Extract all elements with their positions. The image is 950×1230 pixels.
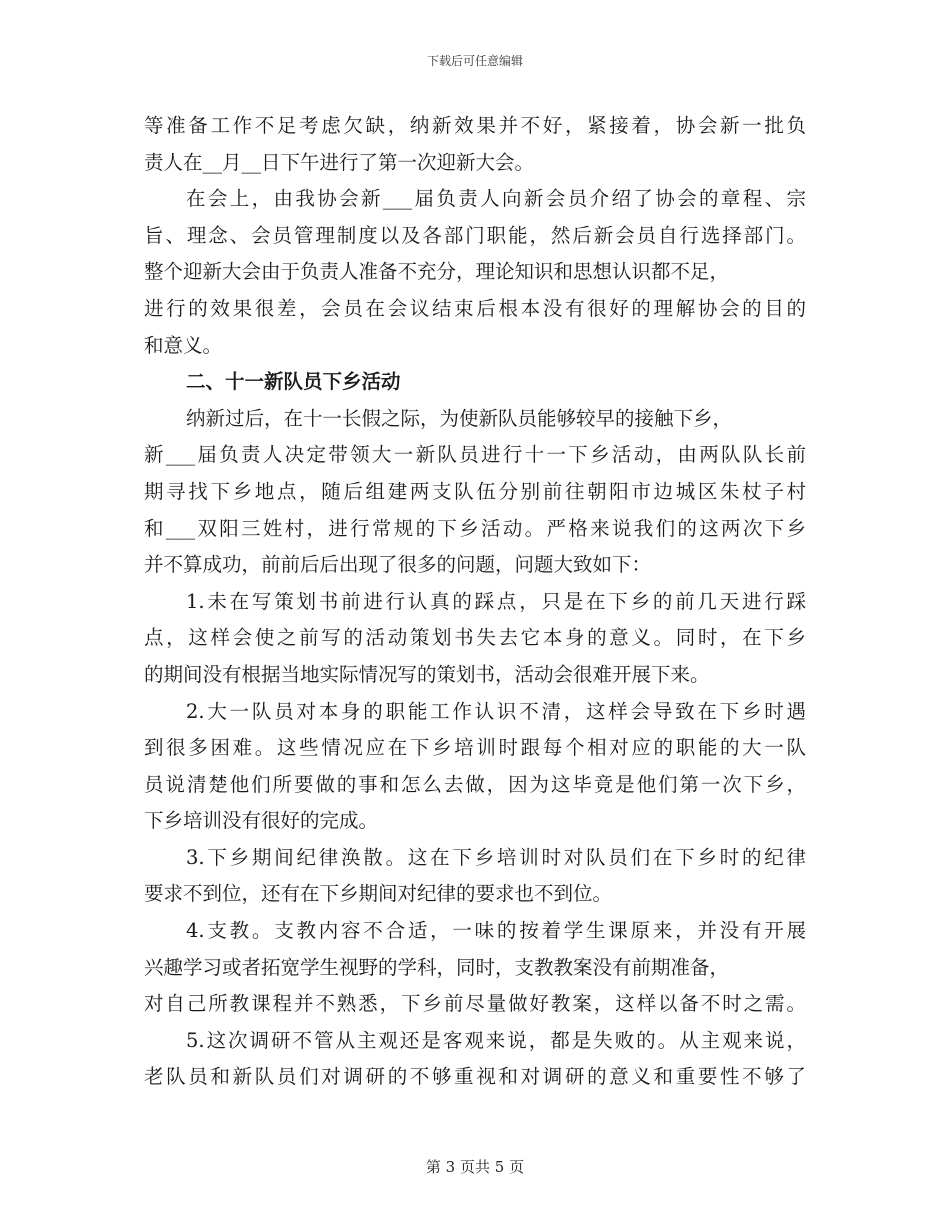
text-line: 等准备工作不足考虑欠缺，纳新效果并不好，紧接着，协会新一批负 xyxy=(144,114,806,137)
text-line: 责人在__月__日下午进行了第一次迎新大会。 xyxy=(144,150,535,174)
text-line: 要求不到位，还有在下乡期间对纪律的要求也不到位。 xyxy=(144,882,613,906)
section-heading: 二、十一新队员下乡活动 xyxy=(186,370,401,394)
page-header: 下载后可任意编辑 xyxy=(426,54,523,68)
text-line: 3.下乡期间纪律涣散。这在下乡培训时对队员们在下乡时的纪律 xyxy=(186,845,806,869)
text-line: 5.这次调研不管从主观还是客观来说，都是失败的。从主观来说， xyxy=(186,1028,806,1052)
text-line: 4.支教。支教内容不合适，一味的按着学生课原来，并没有开展 xyxy=(186,919,806,943)
text-line: 并不算成功，前前后后出现了很多的问题，问题大致如下： xyxy=(144,553,652,577)
text-line: 和意义。 xyxy=(144,333,223,357)
text-line: 兴趣学习或者拓宽学生视野的学科，同时，支教教案没有前期准备， xyxy=(144,955,730,979)
text-line: 老队员和新队员们对调研的不够重视和对调研的意义和重要性不够了 xyxy=(144,1065,806,1089)
text-line: 整个迎新大会由于负责人准备不充分，理论知识和思想认识都不足， xyxy=(144,260,730,284)
text-line: 对自己所教课程并不熟悉，下乡前尽量做好教案，这样以备不时之需。 xyxy=(144,992,806,1016)
text-line: 期寻找下乡地点，随后组建两支队伍分别前往朝阳市边城区朱杖子村 xyxy=(144,479,806,503)
text-line: 1.未在写策划书前进行认真的踩点，只是在下乡的前几天进行踩 xyxy=(186,589,806,613)
text-line: 在会上，由我协会新___届负责人向新会员介绍了协会的章程、宗 xyxy=(186,187,806,211)
text-line: 和___双阳三姓村，进行常规的下乡活动。严格来说我们的这两次下乡 xyxy=(144,516,806,540)
text-line: 点，这样会使之前写的活动策划书失去它本身的意义。同时，在下乡 xyxy=(144,626,806,650)
document-body xyxy=(144,108,806,1096)
text-line: 2.大一队员对本身的职能工作认识不清，这样会导致在下乡时遇 xyxy=(186,699,806,723)
text-line: 的期间没有根据当地实际情况写的策划书，活动会很难开展下来。 xyxy=(144,662,710,686)
text-line: 旨、理念、会员管理制度以及各部门职能，然后新会员自行选择部门。 xyxy=(144,223,806,247)
text-line: 新___届负责人决定带领大一新队员进行十一下乡活动，由两队队长前 xyxy=(144,443,806,467)
text-line: 下乡培训没有很好的完成。 xyxy=(144,809,379,833)
text-line: 到很多困难。这些情况应在下乡培训时跟每个相对应的职能的大一队 xyxy=(144,736,806,760)
text-line: 纳新过后，在十一长假之际，为使新队员能够较早的接触下乡， xyxy=(186,406,733,430)
text-line: 员说清楚他们所要做的事和怎么去做，因为这毕竟是他们第一次下乡， xyxy=(144,772,806,796)
text-line: 进行的效果很差，会员在会议结束后根本没有很好的理解协会的目的 xyxy=(144,296,806,320)
page-footer: 第 3 页共 5 页 xyxy=(425,1158,525,1176)
